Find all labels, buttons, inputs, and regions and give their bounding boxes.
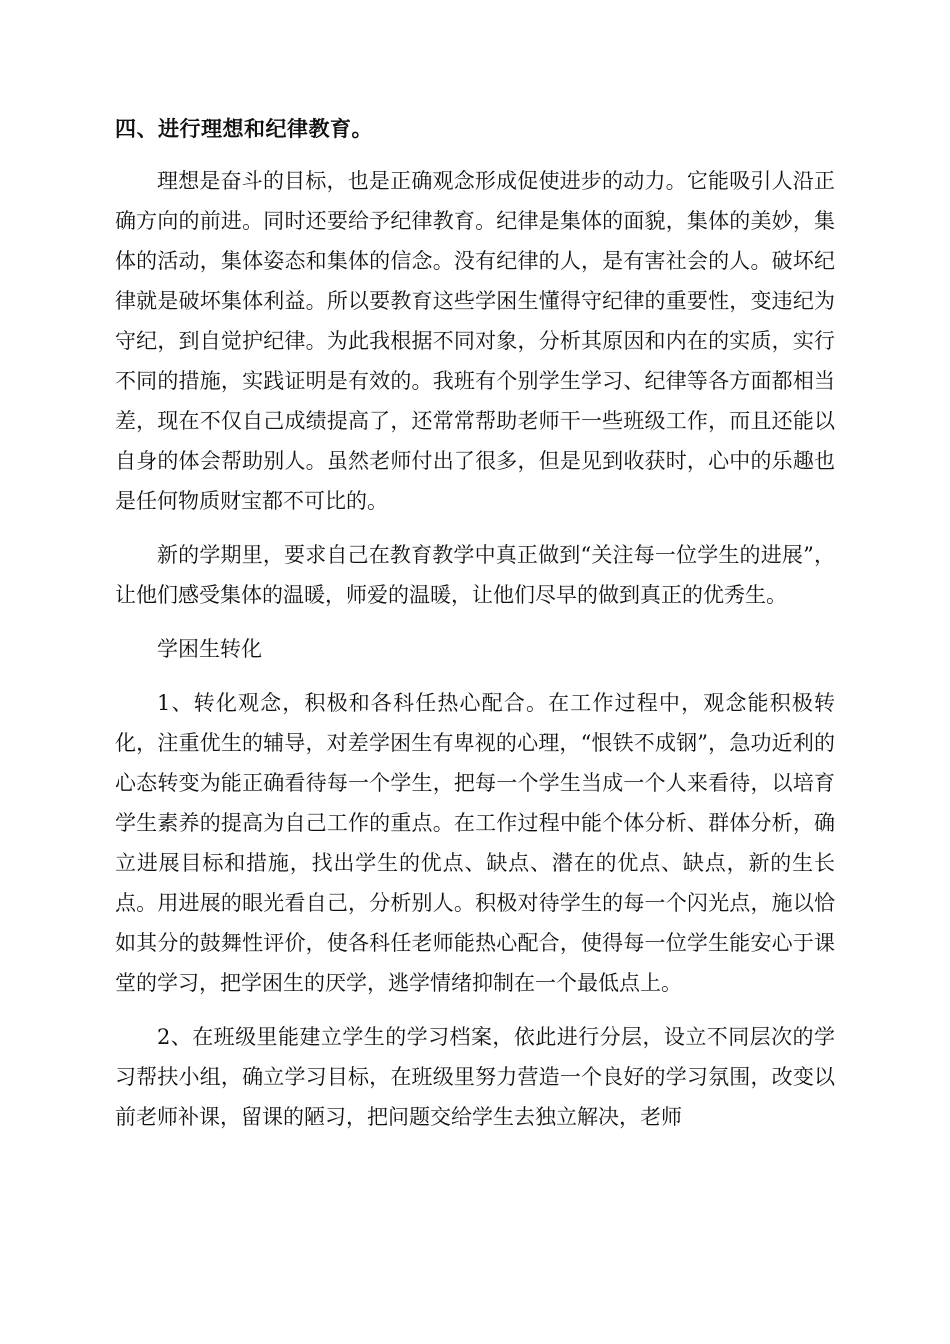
document-body [115,111,835,1151]
list-item-2: 2、在班级里能建立学生的学习档案，依此进行分层，设立不同层次的学习帮扶小组，确立学习目标，在班级里努力营造一个良好的学习氛围，改变以前老师补课，留课的陋习，把问题交给学生去独立解决，老师 [115,1025,835,1129]
paragraph-new-semester: 新的学期里，要求自己在教育教学中真正做到“关注每一位学生的进展”，让他们感受集体的温暖，师爱的温暖，让他们尽早的做到真正的优秀生。 [115,543,835,607]
subsection-title: 学困生转化 [157,637,262,661]
list-item-1: 1、转化观念，积极和各科任热心配合。在工作过程中，观念能积极转化，注重优生的辅导，对差学困生有卑视的心理，“恨铁不成钢”，急功近利的心态转变为能正确看待每一个学生，把每一个学生当成一个人来看待，以培育学生素养的提高为自己工作的重点。在工作过程中能个体分析、群体分析，确立进展目标和措施，找出学生的优点、缺点、潜在的优点、缺点，新的生长点。用进展的眼光看自己，分析别人。积极对待学生的每一个闪光点，施以恰如其分的鼓舞性评价，使各科任老师能热心配合，使得每一位学生能安心于课堂的学习，把学困生的厌学，逃学情绪抑制在一个最低点上。 [115,691,835,995]
section-heading: 四、进行理想和纪律教育。 [115,117,373,141]
paragraph-ideals-discipline: 理想是奋斗的目标，也是正确观念形成促使进步的动力。它能吸引人沿正确方向的前进。同时还要给予纪律教育。纪律是集体的面貌，集体的美妙，集体的活动，集体姿态和集体的信念。没有纪律的人，是有害社会的人。破坏纪律就是破坏集体利益。所以要教育这些学困生懂得守纪律的重要性，变违纪为守纪，到自觉护纪律。为此我根据不同对象，分析其原因和内在的实质，实行不同的措施，实践证明是有效的。我班有个别学生学习、纪律等各方面都相当差，现在不仅自己成绩提高了，还常常帮助老师干一些班级工作，而且还能以自身的体会帮助别人。虽然老师付出了很多，但是见到收获时，心中的乐趣也是任何物质财宝都不可比的。 [115,169,835,513]
